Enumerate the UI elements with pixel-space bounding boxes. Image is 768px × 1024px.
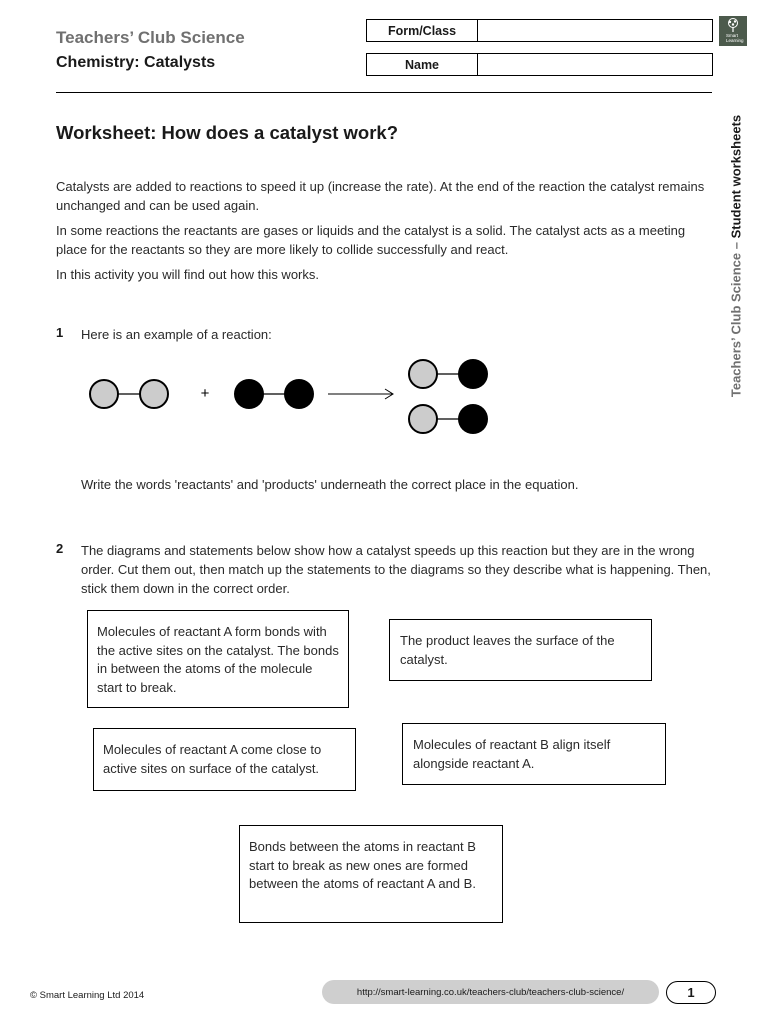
copyright-notice: © Smart Learning Ltd 2014 (30, 990, 145, 1001)
header-divider (56, 92, 712, 93)
plus-sign: + (200, 385, 210, 402)
name-field[interactable] (366, 53, 713, 76)
worksheet-title: Worksheet: How does a catalyst work? (56, 122, 399, 143)
page-number: 1 (666, 981, 716, 1004)
smart-learning-logo (719, 16, 747, 46)
series-title: Teachers’ Club Science (56, 28, 245, 47)
light-atom (409, 360, 437, 388)
product-molecule-1 (409, 359, 488, 389)
light-atom (409, 405, 437, 433)
question-1-instruction: Write the words 'reactants' and 'products' underneath the correct place in the equation. (81, 477, 579, 492)
product-molecule-2 (409, 404, 488, 434)
reaction-diagram (80, 355, 500, 440)
reactant-b-molecule (234, 379, 314, 409)
light-atom (90, 380, 118, 408)
side-label-series: Teachers’ Club Science – (728, 238, 744, 398)
name-label: Name (367, 54, 478, 75)
question-2-text: The diagrams and statements below show how a catalyst speeds up this reaction but they are in the wrong order. Cut them out, then match up the statements to the diagrams so they describe what is happening. Then, stick them down in the correct order. (81, 543, 711, 596)
statement-card: Bonds between the atoms in reactant B start to break as new ones are formed between the atoms of reactant A and B. (239, 825, 503, 923)
form-class-field[interactable] (366, 19, 713, 42)
statement-card: The product leaves the surface of the catalyst. (389, 619, 652, 681)
statement-card: Molecules of reactant B align itself alongside reactant A. (402, 723, 666, 785)
logo-text-1: Smart (726, 33, 739, 38)
reactant-a-molecule (90, 380, 168, 408)
form-class-input[interactable] (478, 20, 712, 41)
statement-card: Molecules of reactant A form bonds with the active sites on the catalyst. The bonds in between the atoms of the molecule start to break. (87, 610, 349, 708)
dark-atom (284, 379, 314, 409)
tree-icon (725, 18, 741, 32)
light-atom (140, 380, 168, 408)
statement-card: Molecules of reactant A come close to active sites on surface of the catalyst. (93, 728, 356, 791)
question-1-number: 1 (56, 325, 64, 340)
question-1-text: Here is an example of a reaction: (81, 327, 272, 342)
intro-paragraph-2: In some reactions the reactants are gases or liquids and the catalyst is a solid. The catalyst acts as a meeting place for the reactants so they are more likely to collide successfully and react. (56, 223, 686, 257)
dark-atom (458, 359, 488, 389)
side-label-kind: Student worksheets (728, 114, 744, 239)
intro-paragraph-3: In this activity you will find out how this works. (56, 267, 319, 282)
logo-text-2: Learning (726, 38, 744, 43)
dark-atom (234, 379, 264, 409)
name-input[interactable] (478, 54, 712, 75)
website-link[interactable]: http://smart-learning.co.uk/teachers-club/teachers-club-science/ (322, 980, 659, 1004)
question-2-number: 2 (56, 541, 64, 556)
subject-title: Chemistry: Catalysts (56, 54, 216, 71)
reaction-arrow (328, 389, 393, 399)
dark-atom (458, 404, 488, 434)
form-class-label: Form/Class (367, 20, 478, 41)
intro-paragraph-1: Catalysts are added to reactions to speed it up (increase the rate). At the end of the reaction the catalyst remains unchanged and can be used again. (56, 179, 705, 213)
